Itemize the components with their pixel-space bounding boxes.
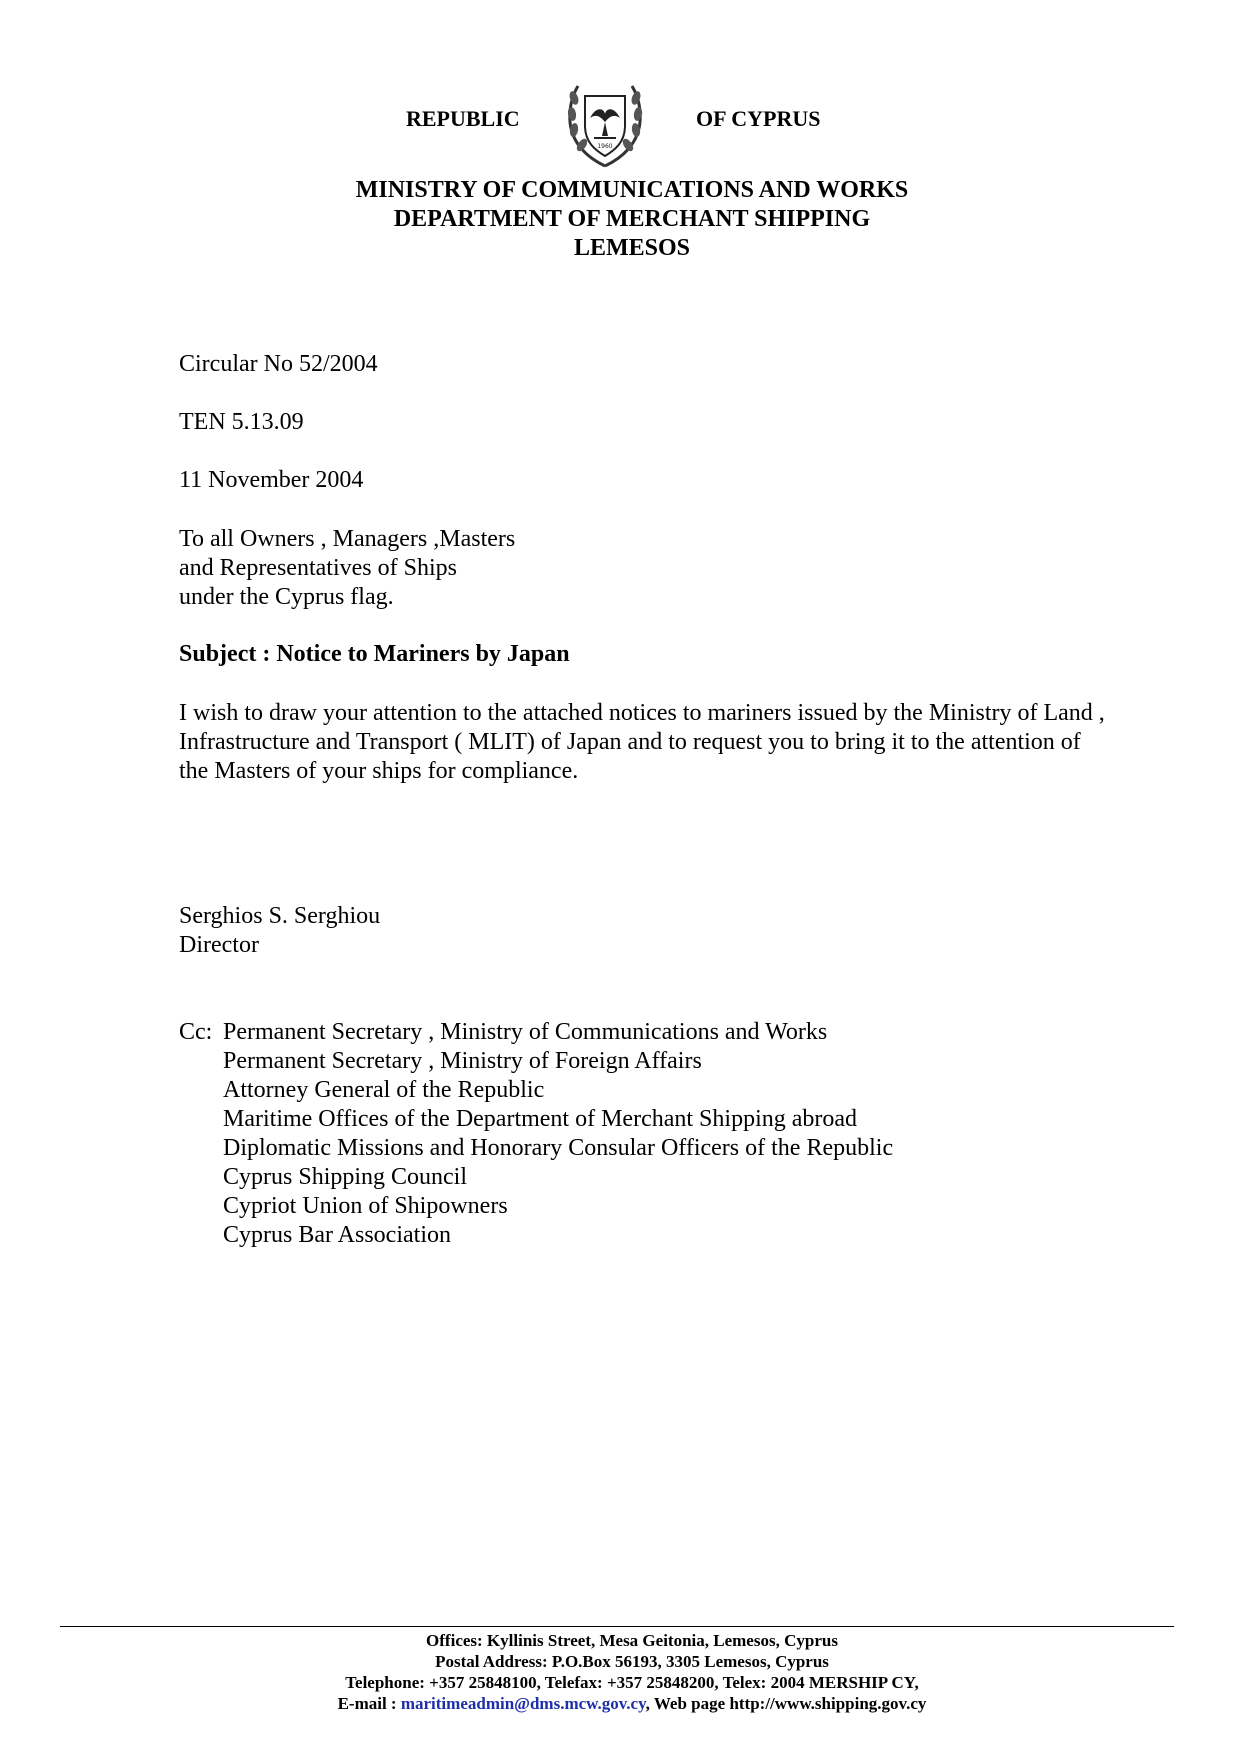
cc-list xyxy=(223,1018,893,1250)
org-ministry: MINISTRY OF COMMUNICATIONS AND WORKS xyxy=(355,177,909,203)
cc-recipient: Maritime Offices of the Department of Merchant Shipping abroad xyxy=(223,1106,858,1132)
cc-recipient: Cyprus Bar Association xyxy=(223,1222,451,1248)
header-of-cyprus: OF CYPRUS xyxy=(696,106,821,131)
email-link[interactable]: maritimeadmin@dms.mcw.gov.cy xyxy=(400,1694,646,1713)
svg-text:1960: 1960 xyxy=(597,143,613,150)
cc-recipient: Cypriot Union of Shipowners xyxy=(223,1193,508,1219)
addressee-line: under the Cyprus flag. xyxy=(179,584,394,610)
addressee-line: and Representatives of Ships xyxy=(179,555,457,581)
web-label: Web page xyxy=(653,1694,726,1713)
footer xyxy=(0,1630,1240,1714)
cc-block xyxy=(179,1018,893,1250)
email-label: E-mail : xyxy=(337,1694,397,1713)
addressee-block xyxy=(179,525,515,612)
signature-block xyxy=(179,902,380,960)
letterhead xyxy=(0,74,1240,174)
ten-reference: TEN 5.13.09 xyxy=(179,409,304,435)
footer-telephone: Telephone: +357 25848100, Telefax: +357 25848200, Telex: 2004 MERSHIP CY, xyxy=(345,1673,919,1692)
signatory-title: Director xyxy=(179,932,259,958)
header-republic: REPUBLIC xyxy=(406,106,520,131)
cc-recipient: Attorney General of the Republic xyxy=(223,1077,545,1103)
web-link[interactable]: http://www.shipping.gov.cy xyxy=(729,1694,927,1713)
subject-line: Subject : Notice to Mariners by Japan xyxy=(179,641,570,667)
cc-recipient: Diplomatic Missions and Honorary Consular Officers of the Republic xyxy=(223,1135,894,1161)
letter-date: 11 November 2004 xyxy=(179,467,364,493)
cc-recipient: Permanent Secretary , Ministry of Foreign Affairs xyxy=(223,1048,702,1074)
footer-contact: E-mail : maritimeadmin@dms.mcw.gov.cy, Web page http://www.shipping.gov.cy xyxy=(337,1694,927,1713)
organization-block xyxy=(0,176,1240,263)
org-city: LEMESOS xyxy=(573,235,691,261)
addressee-line: To all Owners , Managers ,Masters xyxy=(179,526,516,552)
org-department: DEPARTMENT OF MERCHANT SHIPPING xyxy=(393,206,871,232)
footer-offices: Offices: Kyllinis Street, Mesa Geitonia, Lemesos, Cyprus xyxy=(426,1631,838,1650)
cc-recipient: Cyprus Shipping Council xyxy=(223,1164,468,1190)
cc-recipient: Permanent Secretary , Ministry of Communications and Works xyxy=(223,1019,828,1045)
body-paragraph: I wish to draw your attention to the attached notices to mariners issued by the Ministry of Land , Infrastructure and Transport ( MLIT) of Japan and to request you to bring it to the attention of the Masters of your ships for compliance. xyxy=(179,700,1105,784)
circular-number: Circular No 52/2004 xyxy=(179,351,378,377)
footer-postal: Postal Address: P.O.Box 56193, 3305 Lemesos, Cyprus xyxy=(435,1652,829,1671)
coat-of-arms-icon xyxy=(560,78,650,174)
footer-divider xyxy=(60,1626,1174,1627)
cc-label: Cc: xyxy=(179,1019,213,1045)
signatory-name: Serghios S. Serghiou xyxy=(179,903,381,929)
